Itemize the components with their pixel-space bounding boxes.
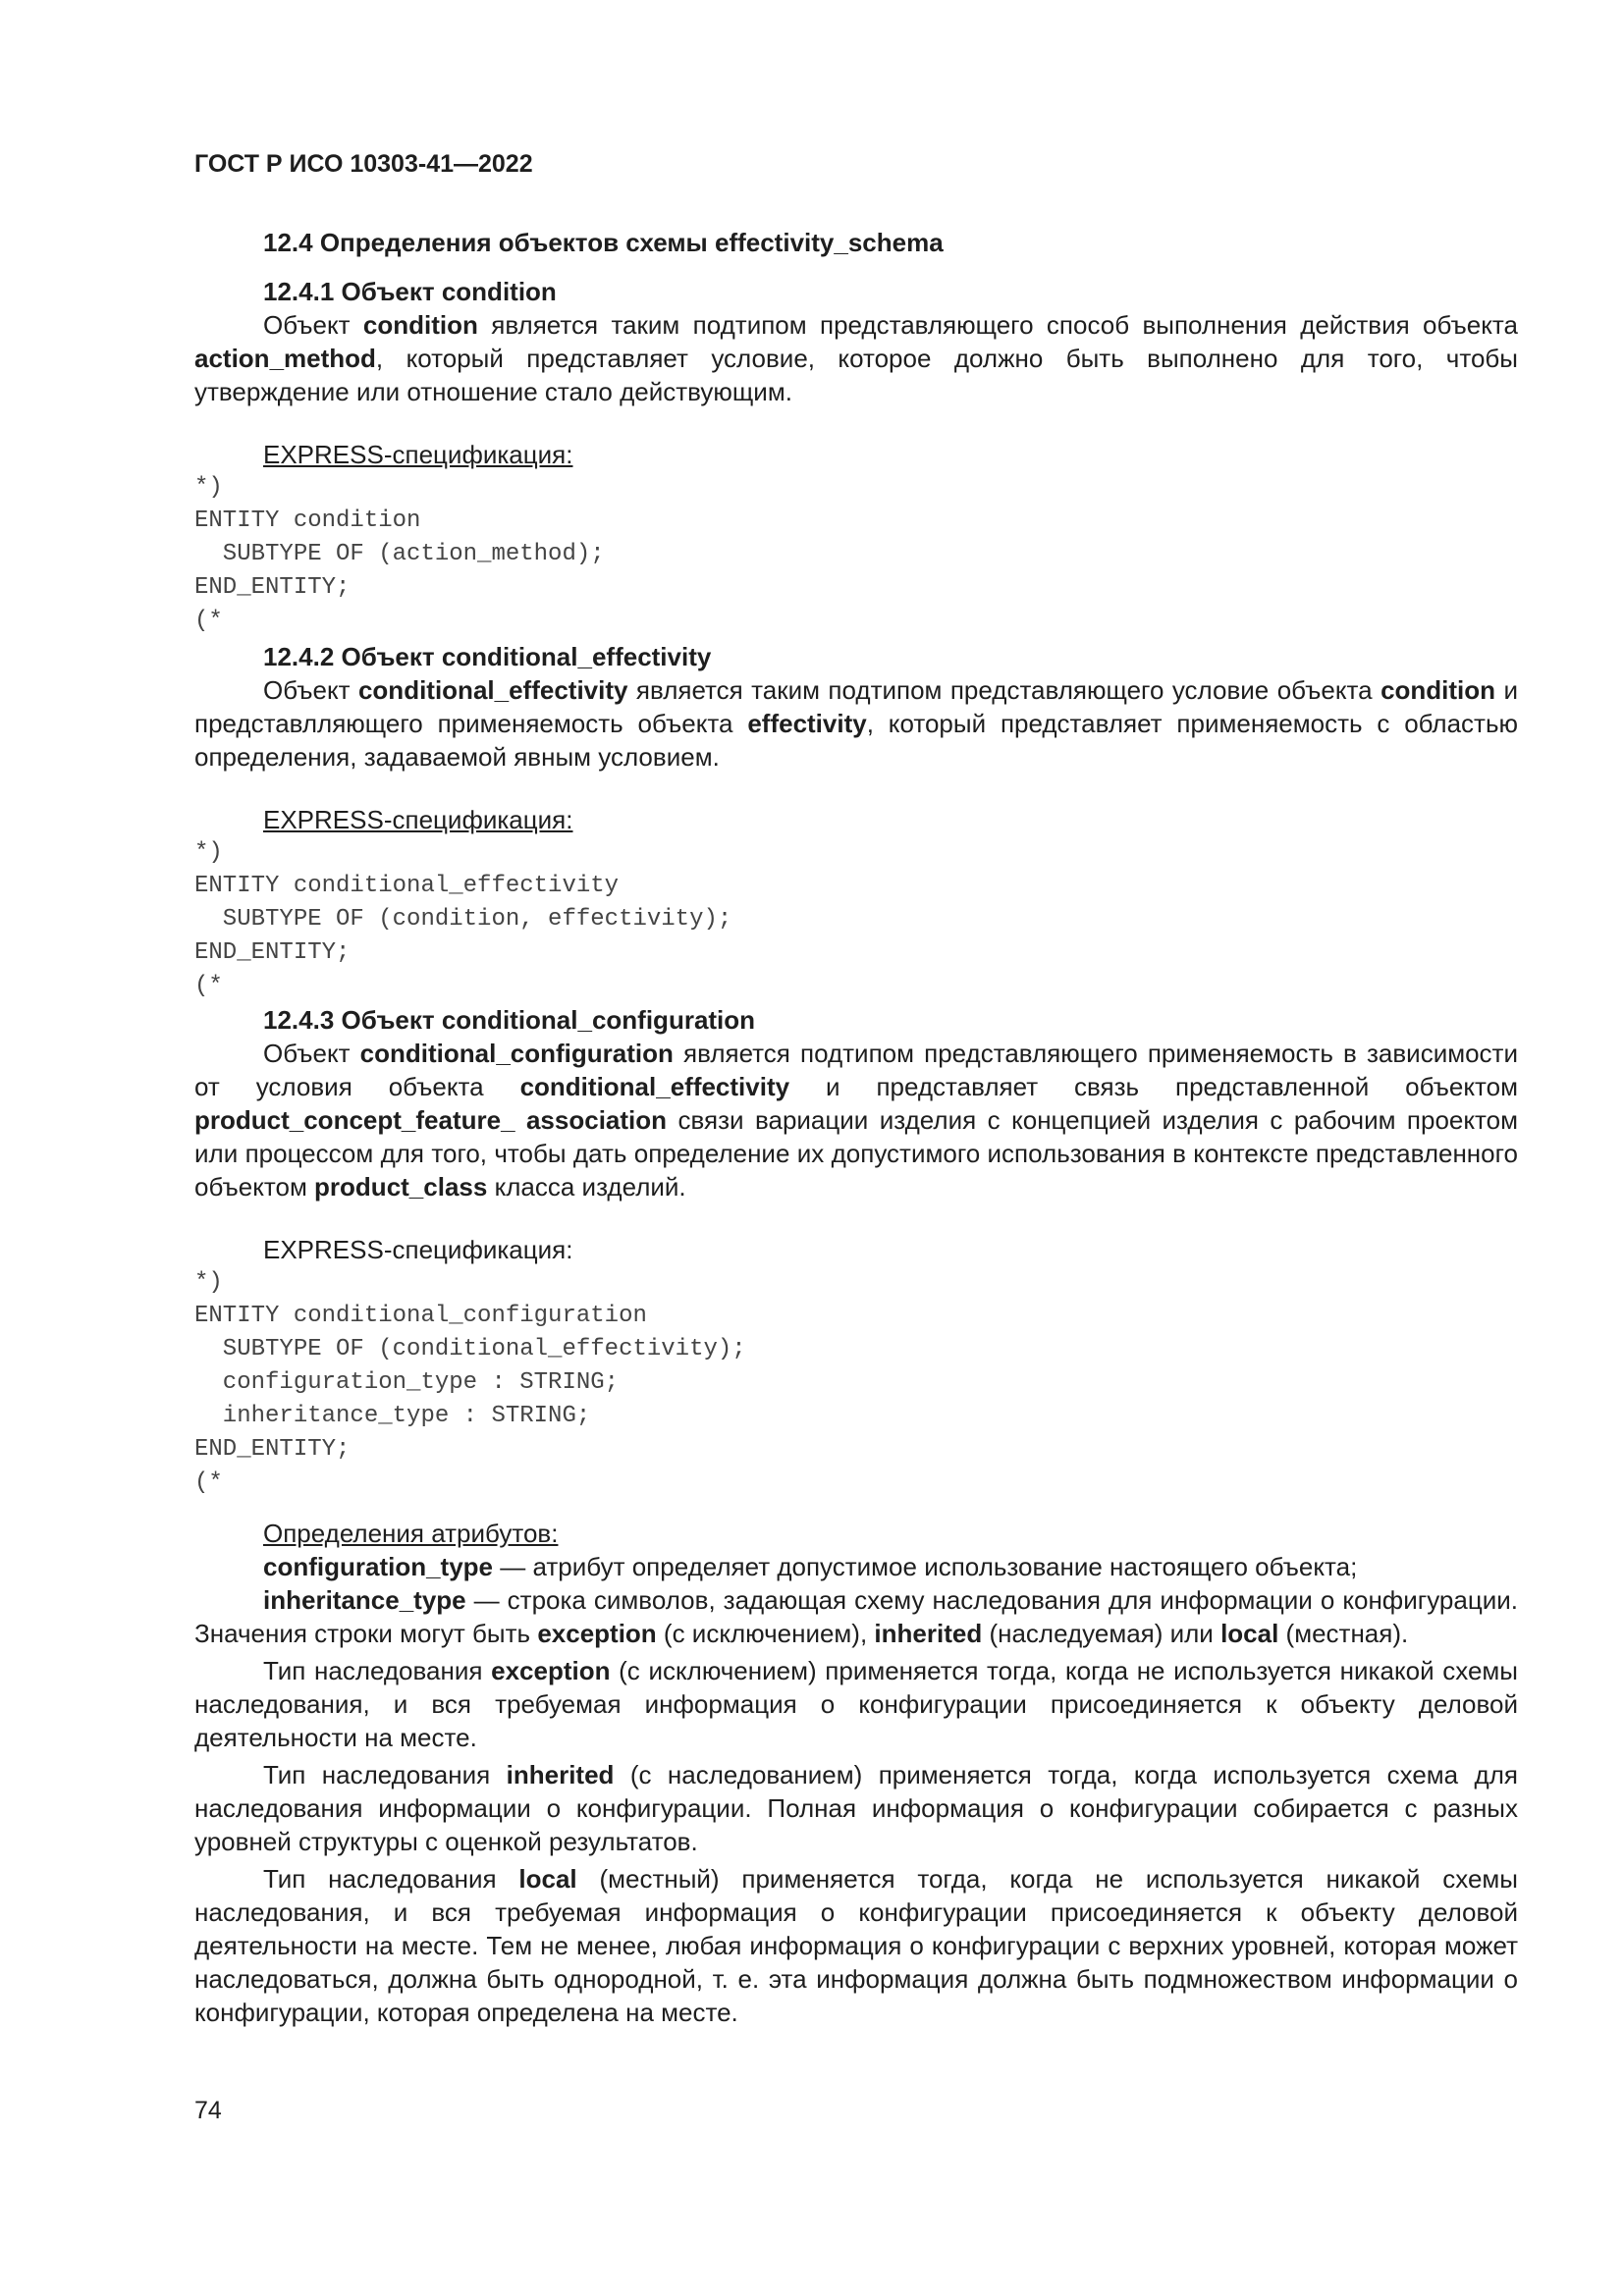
section-title: 12.4 Определения объектов схемы effectivity_schema: [263, 228, 944, 257]
subsection-title: 12.4.3 Объект conditional_configuration: [263, 1005, 756, 1035]
paragraph-exception: Тип наследования exception (с исключением) применяется тогда, когда не используется никакой схемы наследования, и вся требуемая информация о конфигурации присоединяется к объекту деловой деятельности на месте.: [194, 1656, 1518, 1752]
express-code: *) ENTITY conditional_effectivity SUBTYPE OF (condition, effectivity); END_ENTITY; (*: [194, 839, 732, 999]
document-header: ГОСТ Р ИСО 10303-41—2022: [194, 150, 533, 178]
attribute-configuration-type: configuration_type — атрибут определяет допустимое использование настоящего объекта;: [263, 1552, 1358, 1581]
express-code: *) ENTITY conditional_configuration SUBTYPE OF (conditional_effectivity); configuration_type : STRING; inheritance_type : STRING; END_ENTITY; (*: [194, 1269, 746, 1496]
express-label: EXPRESS-спецификация:: [263, 805, 573, 834]
section-12-4: [194, 226, 1518, 259]
express-label: EXPRESS-спецификация:: [263, 1235, 573, 1264]
paragraph: Объект condition является таким подтипом представляющего способ выполнения действия объекта action_method, который представляет условие, которое должно быть выполнено для того, чтобы утверждение или отношение стало действующим.: [194, 310, 1518, 406]
page-number: 74: [194, 2097, 222, 2124]
paragraph: Объект conditional_configuration является подтипом представляющего применяемость в зависимости от условия объекта conditional_effectivity и представляет связь представленной объектом product_concept_feature_ association связи вариации изделия с концепцией изделия с рабочим проектом или процессом для того, чтобы дать определение их допустимого использования в контексте представленного объектом product_class класса изделий.: [194, 1039, 1518, 1201]
subsection-title: 12.4.1 Объект condition: [263, 277, 557, 306]
subsection-conditional-configuration: [194, 1003, 1518, 1500]
attribute-definitions: [194, 1517, 1518, 2029]
subsection-condition: [194, 275, 1518, 638]
paragraph: Объект conditional_effectivity является таким подтипом представляющего условие объекта condition и представлляющего применяемость объекта effectivity, который представляет применяемость с областью определения, задаваемой явным условием.: [194, 675, 1518, 772]
express-code: *) ENTITY condition SUBTYPE OF (action_method); END_ENTITY; (*: [194, 474, 605, 634]
paragraph-inherited: Тип наследования inherited (с наследованием) применяется тогда, когда используется схема для наследования информации о конфигурации. Полная информация о конфигурации собирается с разных уровней структуры с оценкой результатов.: [194, 1760, 1518, 1856]
paragraph-local: Тип наследования local (местный) применяется тогда, когда не используется никакой схемы наследования, и вся требуемая информация о конфигурации присоединяется к объекту деловой деятельности на месте. Тем не менее, любая информация о конфигурации с верхних уровней, которая может наследоваться, должна быть однородной, т. е. эта информация должна быть подмножеством информации о конфигурации, которая определена на месте.: [194, 1864, 1518, 2027]
attributes-label: Определения атрибутов:: [263, 1519, 559, 1548]
subsection-title: 12.4.2 Объект conditional_effectivity: [263, 642, 712, 671]
subsection-conditional-effectivity: [194, 640, 1518, 1003]
express-label: EXPRESS-спецификация:: [263, 440, 573, 469]
attribute-inheritance-type: inheritance_type — строка символов, задающая схему наследования для информации о конфигурации. Значения строки могут быть exception (с исключением), inherited (наследуемая) или local (местная).: [194, 1585, 1518, 1648]
